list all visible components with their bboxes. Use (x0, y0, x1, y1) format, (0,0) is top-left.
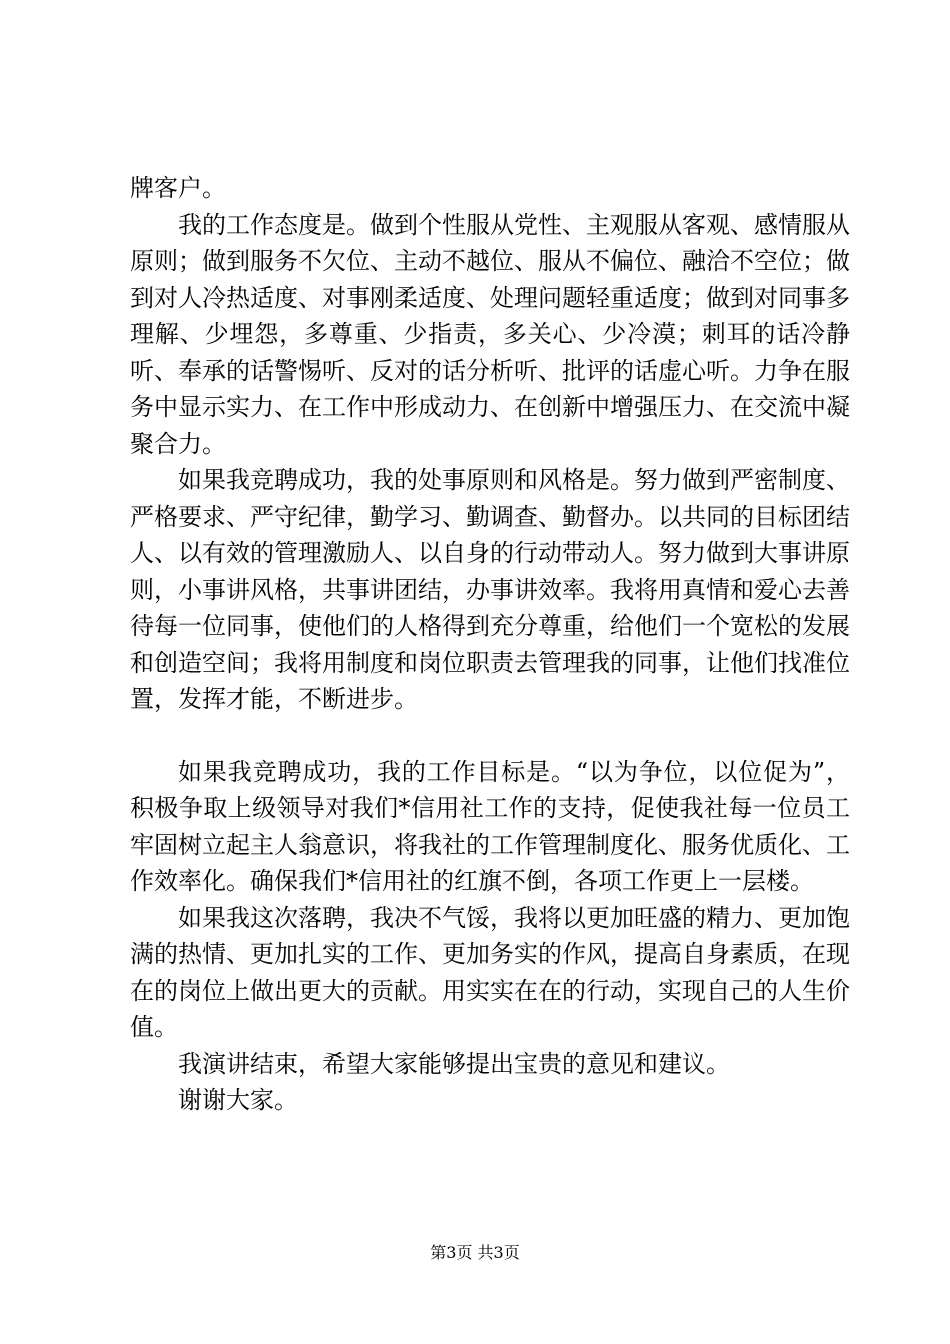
document-body (130, 170, 850, 1119)
paragraph-principles-style: 如果我竞聘成功，我的处事原则和风格是。努力做到严密制度、严格要求、严守纪律，勤学习、勤调查、勤督办。以共同的目标团结人、以有效的管理激励人、以自身的行动带动人。努力做到大事讲原则，小事讲风格，共事讲团结，办事讲效率。我将用真情和爱心去善待每一位同事，使他们的人格得到充分尊重，给他们一个宽松的发展和创造空间；我将用制度和岗位职责去管理我的同事，让他们找准位置，发挥才能，不断进步。 (130, 466, 850, 713)
paragraph-if-not-selected: 如果我这次落聘，我决不气馁，我将以更加旺盛的精力、更加饱满的热情、更加扎实的工作、更加务实的作风，提高自身素质，在现在的岗位上做出更大的贡献。用实实在在的行动，实现自己的人生价值。 (130, 903, 850, 1041)
page-number-footer: 第3页 共3页 (430, 1243, 520, 1262)
paragraph-work-goals: 如果我竞聘成功，我的工作目标是。“以为争位，以位促为”，积极争取上级领导对我们*信用社工作的支持，促使我社每一位员工牢固树立起主人翁意识，将我社的工作管理制度化、服务优质化、工作效率化。确保我们*信用社的红旗不倒，各项工作更上一层楼。 (130, 757, 850, 895)
paragraph-closing: 我演讲结束，希望大家能够提出宝贵的意见和建议。 (178, 1049, 730, 1078)
paragraph-continuation: 牌客户。 (130, 174, 226, 202)
paragraph-thanks: 谢谢大家。 (178, 1086, 298, 1114)
paragraph-work-attitude: 我的工作态度是。做到个性服从党性、主观服从客观、感情服从原则；做到服务不欠位、主动不越位、服从不偏位、融洽不空位；做到对人冷热适度、对事刚柔适度、处理问题轻重适度；做到对同事多理解、少埋怨，多尊重、少指责，多关心、少冷漠；刺耳的话冷静听、奉承的话警惕听、反对的话分析听、批评的话虚心听。力争在服务中显示实力、在工作中形成动力、在创新中增强压力、在交流中凝聚合力。 (130, 210, 850, 458)
